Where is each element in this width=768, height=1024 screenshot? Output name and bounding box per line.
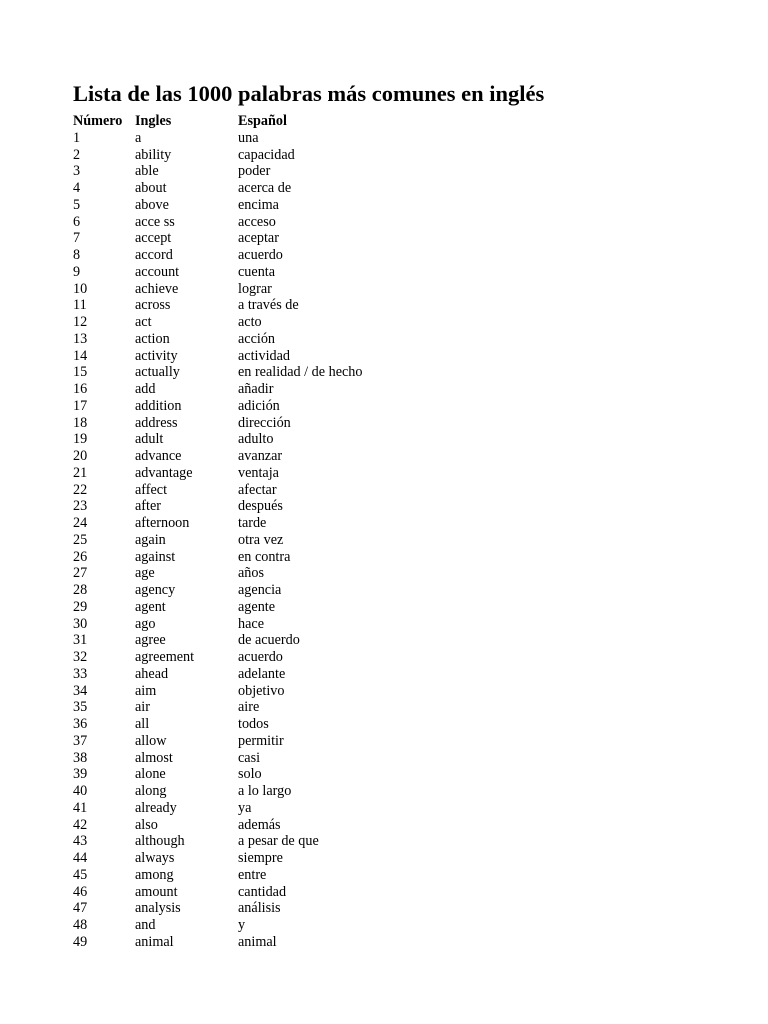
- cell-spanish: adición: [238, 397, 280, 414]
- cell-spanish: lograr: [238, 280, 272, 297]
- cell-spanish: en realidad / de hecho: [238, 364, 363, 381]
- cell-english: acce ss: [135, 213, 175, 230]
- table-row: [73, 800, 438, 817]
- cell-english: age: [135, 565, 155, 582]
- cell-english: able: [135, 163, 159, 180]
- cell-spanish: animal: [238, 933, 277, 950]
- cell-spanish: a través de: [238, 297, 299, 314]
- cell-number: 38: [73, 749, 88, 766]
- cell-english: ability: [135, 146, 172, 163]
- cell-english: animal: [135, 933, 174, 950]
- table-row: [73, 314, 438, 331]
- table-row: [73, 599, 438, 616]
- table-row: [73, 331, 438, 348]
- cell-number: 44: [73, 850, 88, 866]
- cell-number: 10: [73, 280, 88, 297]
- word-table: [73, 113, 438, 951]
- table-row: [73, 532, 438, 549]
- cell-english: address: [135, 414, 178, 431]
- document-title: Lista de las 1000 palabras más comunes en inglés: [73, 81, 545, 106]
- cell-english: among: [135, 866, 174, 883]
- table-row: [73, 247, 438, 264]
- cell-number: 20: [73, 448, 88, 464]
- cell-english: addition: [135, 397, 182, 414]
- cell-spanish: ya: [238, 799, 252, 816]
- cell-spanish: objetivo: [238, 682, 285, 699]
- cell-number: 13: [73, 330, 88, 347]
- cell-number: 41: [73, 799, 88, 816]
- table-row: [73, 632, 438, 649]
- cell-english: already: [135, 799, 177, 816]
- cell-number: 34: [73, 682, 88, 699]
- cell-english: a: [135, 129, 142, 146]
- cell-number: 42: [73, 816, 88, 833]
- cell-number: 18: [73, 414, 88, 431]
- cell-spanish: casi: [238, 749, 261, 766]
- cell-english: actually: [135, 364, 180, 381]
- cell-english: after: [135, 498, 161, 515]
- cell-number: 49: [73, 933, 88, 950]
- cell-spanish: cuenta: [238, 263, 276, 280]
- cell-number: 48: [73, 917, 88, 933]
- table-row: [73, 281, 438, 298]
- cell-spanish: afectar: [238, 481, 277, 498]
- table-row: [73, 498, 438, 515]
- cell-number: 32: [73, 649, 88, 665]
- cell-english: agree: [135, 632, 166, 649]
- cell-number: 39: [73, 766, 88, 783]
- cell-english: about: [135, 180, 167, 196]
- cell-spanish: encima: [238, 196, 279, 213]
- cell-spanish: solo: [238, 766, 262, 783]
- cell-english: analysis: [135, 900, 181, 917]
- table-row: [73, 364, 438, 381]
- cell-number: 25: [73, 531, 88, 548]
- cell-english: across: [135, 297, 171, 314]
- cell-number: 26: [73, 548, 88, 565]
- cell-spanish: una: [238, 129, 259, 146]
- cell-number: 2: [73, 146, 81, 163]
- cell-number: 45: [73, 866, 88, 883]
- table-row: [73, 297, 438, 314]
- cell-english: ahead: [135, 665, 169, 682]
- table-row: [73, 666, 438, 683]
- table-row: [73, 381, 438, 398]
- cell-spanish: añadir: [238, 381, 274, 397]
- cell-spanish: años: [238, 565, 265, 582]
- table-row: [73, 833, 438, 850]
- cell-english: activity: [135, 347, 178, 364]
- cell-english: agreement: [135, 649, 195, 665]
- table-row: [73, 750, 438, 767]
- table-row: [73, 230, 438, 247]
- table-row: [73, 867, 438, 884]
- cell-english: again: [135, 531, 166, 548]
- cell-spanish: agencia: [238, 582, 282, 598]
- cell-spanish: acerca de: [238, 180, 292, 196]
- cell-english: always: [135, 850, 175, 866]
- table-row: [73, 783, 438, 800]
- cell-spanish: avanzar: [238, 448, 283, 464]
- cell-number: 36: [73, 716, 88, 732]
- cell-number: 35: [73, 699, 88, 716]
- table-row: [73, 582, 438, 599]
- table-row: [73, 850, 438, 867]
- cell-number: 46: [73, 883, 88, 900]
- table-row: [73, 934, 438, 951]
- cell-spanish: acto: [238, 314, 262, 330]
- table-row: [73, 415, 438, 432]
- table-row: [73, 431, 438, 448]
- cell-spanish: análisis: [238, 900, 281, 917]
- cell-number: 16: [73, 381, 88, 397]
- cell-spanish: acuerdo: [238, 247, 283, 263]
- table-row: [73, 180, 438, 197]
- cell-number: 31: [73, 632, 88, 649]
- table-header-row: [73, 113, 438, 130]
- cell-number: 33: [73, 665, 88, 682]
- cell-number: 6: [73, 213, 81, 230]
- cell-english: agent: [135, 598, 166, 615]
- cell-english: accord: [135, 247, 173, 263]
- table-row: [73, 348, 438, 365]
- cell-spanish: acceso: [238, 213, 276, 230]
- cell-spanish: acción: [238, 330, 276, 347]
- cell-english: amount: [135, 883, 178, 900]
- cell-number: 47: [73, 900, 88, 917]
- column-header-spanish: Español: [238, 113, 287, 129]
- cell-number: 7: [73, 230, 81, 247]
- column-header-english: Ingles: [135, 113, 172, 129]
- table-row: [73, 448, 438, 465]
- table-row: [73, 398, 438, 415]
- cell-number: 29: [73, 598, 88, 615]
- cell-spanish: acuerdo: [238, 649, 283, 665]
- cell-number: 40: [73, 783, 88, 799]
- cell-english: also: [135, 816, 158, 833]
- cell-spanish: permitir: [238, 732, 284, 749]
- cell-number: 19: [73, 431, 88, 448]
- table-row: [73, 197, 438, 214]
- cell-number: 8: [73, 247, 81, 263]
- cell-number: 37: [73, 732, 88, 749]
- table-row: [73, 264, 438, 281]
- cell-english: along: [135, 783, 167, 799]
- cell-english: afternoon: [135, 515, 190, 531]
- cell-number: 1: [73, 129, 81, 146]
- cell-number: 27: [73, 565, 88, 582]
- cell-number: 11: [73, 297, 87, 314]
- cell-spanish: otra vez: [238, 531, 284, 548]
- table-row: [73, 130, 438, 147]
- cell-english: above: [135, 196, 169, 213]
- cell-spanish: aceptar: [238, 230, 279, 247]
- table-row: [73, 817, 438, 834]
- cell-number: 9: [73, 263, 81, 280]
- table-row: [73, 683, 438, 700]
- cell-spanish: dirección: [238, 414, 291, 431]
- cell-english: agency: [135, 582, 176, 598]
- cell-english: advance: [135, 448, 182, 464]
- cell-spanish: siempre: [238, 850, 283, 866]
- column-header-number: Número: [73, 113, 123, 129]
- cell-spanish: adelante: [238, 665, 286, 682]
- table-row: [73, 917, 438, 934]
- table-row: [73, 766, 438, 783]
- cell-english: although: [135, 833, 185, 850]
- cell-spanish: adulto: [238, 431, 274, 448]
- table-row: [73, 616, 438, 633]
- table-row: [73, 515, 438, 532]
- table-row: [73, 733, 438, 750]
- cell-number: 15: [73, 364, 88, 381]
- table-row: [73, 699, 438, 716]
- cell-spanish: capacidad: [238, 146, 295, 163]
- cell-number: 22: [73, 481, 88, 498]
- table-row: [73, 163, 438, 180]
- cell-number: 14: [73, 347, 88, 364]
- table-row: [73, 900, 438, 917]
- cell-spanish: a lo largo: [238, 783, 292, 799]
- cell-english: and: [135, 917, 156, 933]
- cell-spanish: además: [238, 816, 281, 833]
- table-row: [73, 482, 438, 499]
- cell-spanish: ventaja: [238, 464, 279, 481]
- cell-number: 23: [73, 498, 88, 515]
- table-row: [73, 214, 438, 231]
- table-row: [73, 147, 438, 164]
- table-row: [73, 649, 438, 666]
- cell-english: affect: [135, 481, 168, 498]
- cell-spanish: aire: [238, 699, 260, 716]
- cell-number: 12: [73, 314, 88, 330]
- cell-english: against: [135, 548, 176, 565]
- cell-spanish: en contra: [238, 548, 291, 565]
- cell-number: 21: [73, 464, 88, 481]
- cell-number: 5: [73, 196, 81, 213]
- cell-spanish: a pesar de que: [238, 833, 319, 850]
- cell-number: 43: [73, 833, 88, 850]
- cell-spanish: después: [238, 498, 283, 515]
- table-row: [73, 465, 438, 482]
- cell-english: ago: [135, 615, 156, 632]
- table-row: [73, 549, 438, 566]
- table-row: [73, 565, 438, 582]
- cell-english: all: [135, 716, 150, 732]
- cell-english: action: [135, 330, 170, 347]
- cell-spanish: entre: [238, 866, 267, 883]
- cell-english: advantage: [135, 464, 193, 481]
- cell-english: almost: [135, 749, 173, 766]
- cell-english: adult: [135, 431, 164, 448]
- cell-number: 30: [73, 615, 88, 632]
- cell-english: accept: [135, 230, 172, 247]
- cell-number: 17: [73, 397, 88, 414]
- cell-english: air: [135, 699, 150, 716]
- cell-english: account: [135, 263, 180, 280]
- cell-spanish: tarde: [238, 515, 267, 531]
- cell-number: 3: [73, 163, 81, 180]
- cell-spanish: cantidad: [238, 883, 287, 900]
- cell-spanish: y: [238, 917, 246, 933]
- cell-spanish: actividad: [238, 347, 290, 364]
- cell-english: alone: [135, 766, 166, 783]
- cell-spanish: poder: [238, 163, 271, 180]
- cell-spanish: agente: [238, 598, 276, 615]
- cell-number: 4: [73, 180, 81, 196]
- table-row: [73, 884, 438, 901]
- cell-english: allow: [135, 732, 167, 749]
- cell-english: achieve: [135, 280, 179, 297]
- cell-spanish: de acuerdo: [238, 632, 300, 649]
- cell-spanish: todos: [238, 716, 269, 732]
- cell-number: 28: [73, 582, 88, 598]
- cell-english: act: [135, 314, 152, 330]
- cell-spanish: hace: [238, 615, 264, 632]
- table-row: [73, 716, 438, 733]
- cell-english: aim: [135, 682, 157, 699]
- cell-english: add: [135, 381, 156, 397]
- cell-number: 24: [73, 515, 88, 531]
